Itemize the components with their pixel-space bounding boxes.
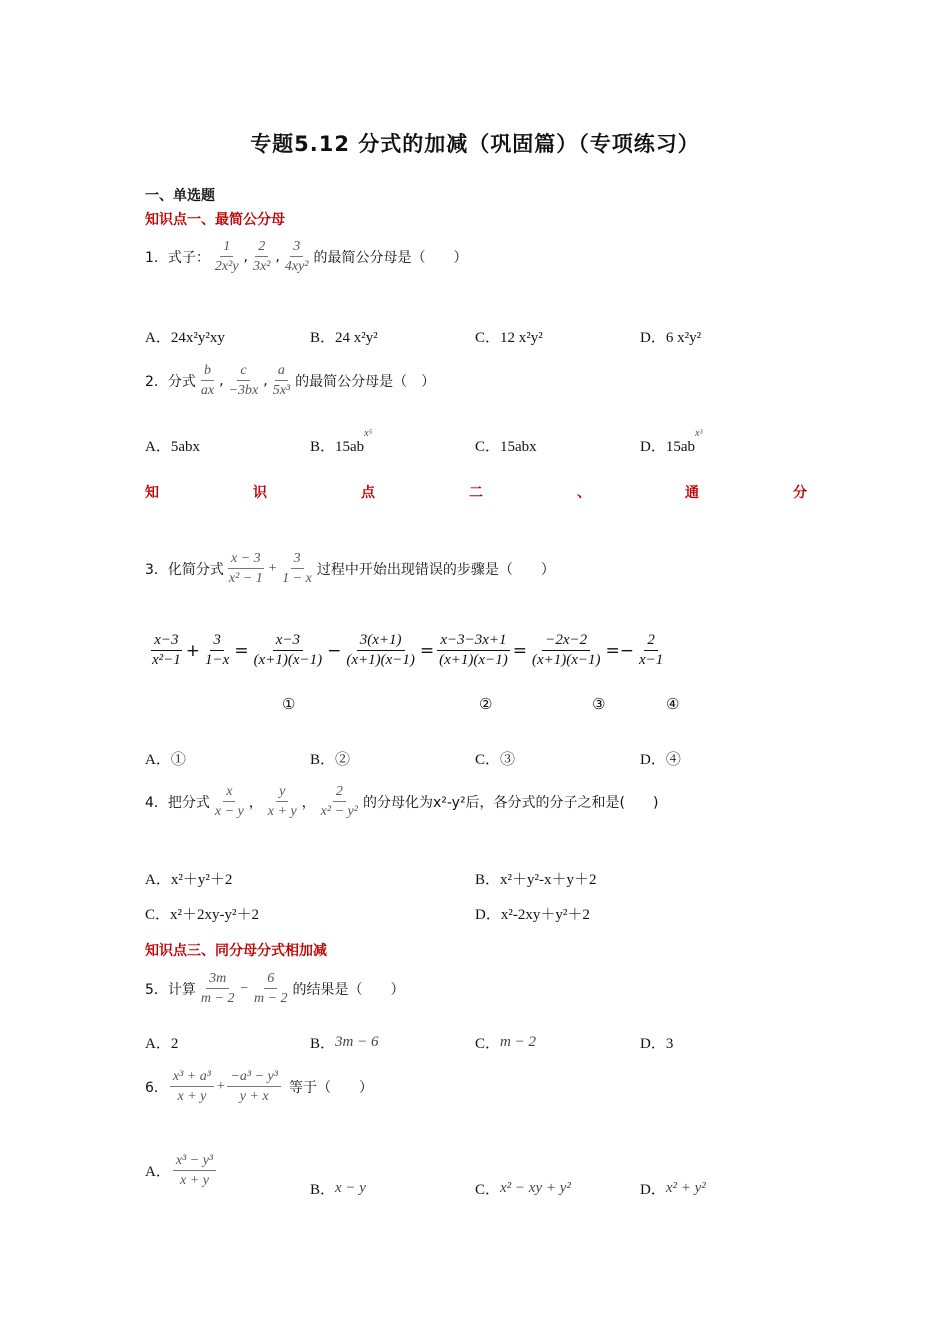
q2-fraction-3: $\frac{a}{\text{5x³}}$ — [272, 363, 291, 398]
q1-fraction-3: $\frac{3}{\text{4xy²}}$ — [284, 239, 309, 274]
q3-derivation: $\frac{x-3}{\text{x²−1}}$ + $\frac{3}{1-x}$ = $\frac{x-3}{(x+1)(x-1)}$ − $\frac{3(x+1)}{(x+1)(x-1)}$ = $\frac{x-3-3x+1}{(x+1)(x-1)}$ = $\frac{-2x-2}{(x+1)(x-1)}$ = − $\frac{2}{x-1}$ — [152, 632, 664, 668]
question-2: 2．分式 $\frac{b}{ax}$ , $\frac{c}{-3bx}$ , $\frac{a}{\text{5x³}}$ 的最简公分母是（ ） — [145, 363, 436, 398]
q3-option-d[interactable]: D．④ — [640, 752, 681, 768]
q5-fraction-2: $\frac{6}{m - 2}$ — [253, 971, 288, 1006]
q5-number: 5．计算 — [145, 981, 196, 998]
question-4: 4．把分式 $\frac{x}{x - y}$ ， $\frac{y}{x + y}$ ， $\frac{2}{\text{x² − y²}}$ 的分母化为x²-y²后，各分式的分子之和是( ) — [145, 784, 659, 819]
q1-fraction-1: $\frac{1}{\text{2x²y}}$ — [214, 239, 239, 274]
q2-option-c[interactable]: C．15abx — [475, 439, 537, 455]
knowledge-point-1: 知识点一、最简公分母 — [145, 212, 285, 228]
q3-option-b[interactable]: B．② — [310, 752, 351, 768]
q4-option-c[interactable]: C．x²＋2xy-y²＋2 — [145, 907, 259, 923]
q3-number: 3．化简分式 — [145, 561, 224, 578]
q5-fraction-1: $\frac{3m}{m - 2}$ — [200, 971, 235, 1006]
step-marker-1: ① — [282, 697, 296, 713]
question-1: 1．式子： $\frac{1}{\text{2x²y}}$ , $\frac{2}{\text{3x²}}$ , $\frac{3}{\text{4xy²}}$ 的最简公分母是（ ） — [145, 239, 468, 274]
q4-fraction-1: $\frac{x}{x - y}$ — [214, 784, 244, 819]
q1-number: 1．式子： — [145, 249, 210, 266]
page-title: 专题5.12 分式的加减（巩固篇）（专项练习） — [250, 132, 700, 156]
q3-prompt: 过程中开始出现错误的步骤是（ ） — [316, 561, 555, 578]
q2-option-b[interactable]: B．15ab x⁵ — [310, 428, 373, 455]
q4-option-d[interactable]: D．x²-2xy＋y²＋2 — [475, 907, 590, 923]
q6-option-a[interactable]: A． $\frac{\text{x³ − y³}}{x + y}$ — [145, 1152, 218, 1189]
question-3: 3．化简分式 $\frac{x - 3}{\text{x² − 1}}$ + $\frac{3}{1 - x}$ 过程中开始出现错误的步骤是（ ） — [145, 551, 555, 586]
q3-option-a[interactable]: A．① — [145, 752, 186, 768]
q1-option-c[interactable]: C．12 x²y² — [475, 330, 543, 346]
q4-option-b[interactable]: B．x²＋y²-x＋y＋2 — [475, 872, 597, 888]
step-marker-4: ④ — [666, 697, 680, 713]
q5-option-c[interactable]: C． m − 2 — [475, 1034, 536, 1052]
question-5: 5．计算 $\frac{3m}{m - 2}$ − $\frac{6}{m - 2}$ 的结果是（ ） — [145, 971, 405, 1006]
q2-option-a[interactable]: A．5abx — [145, 439, 200, 455]
q4-fraction-2: $\frac{y}{x + y}$ — [267, 784, 297, 819]
knowledge-point-3: 知识点三、同分母分式相加减 — [145, 943, 327, 959]
q3-fraction-1: $\frac{x - 3}{\text{x² − 1}}$ — [228, 551, 263, 586]
q2-option-d[interactable]: D．15ab x³ — [640, 428, 703, 455]
q1-fraction-2: $\frac{2}{\text{3x²}}$ — [253, 239, 271, 274]
q5-option-b[interactable]: B． 3m − 6 — [310, 1034, 379, 1052]
q6-option-d[interactable]: D． x² + y² — [640, 1180, 706, 1198]
q1-option-a[interactable]: A．24x²y²xy — [145, 330, 225, 346]
q5-option-a[interactable]: A．2 — [145, 1036, 179, 1052]
q1-option-b[interactable]: B．24 x²y² — [310, 330, 378, 346]
q6-fraction-2: $\frac{\text{−a³ − y³}}{y + x}$ — [227, 1068, 281, 1105]
step-marker-3: ③ — [592, 697, 606, 713]
q1-prompt: 的最简公分母是（ ） — [313, 249, 468, 266]
knowledge-point-2: 知 识 点 二 、 通 分 — [145, 485, 807, 501]
q6-prompt: 等于（ ） — [288, 1079, 373, 1096]
q6-option-c[interactable]: C． x² − xy + y² — [475, 1180, 571, 1198]
q1-option-d[interactable]: D．6 x²y² — [640, 330, 702, 346]
q2-fraction-2: $\frac{c}{-3bx}$ — [228, 363, 259, 398]
question-6: 6． $\frac{\text{x³ + a³}}{x + y}$ + $\frac{\text{−a³ − y³}}{y + x}$ 等于（ ） — [145, 1069, 373, 1104]
q5-option-d[interactable]: D．3 — [640, 1036, 674, 1052]
q6-fraction-1: $\frac{\text{x³ + a³}}{x + y}$ — [170, 1068, 214, 1105]
step-marker-2: ② — [479, 697, 493, 713]
q2-fraction-1: $\frac{b}{ax}$ — [200, 363, 215, 398]
q3-option-c[interactable]: C．③ — [475, 752, 516, 768]
q4-fraction-3: $\frac{2}{\text{x² − y²}}$ — [320, 784, 358, 819]
q4-number: 4．把分式 — [145, 794, 210, 811]
q6-number: 6． — [145, 1079, 168, 1096]
section-heading: 一、单选题 — [145, 188, 215, 204]
q3-fraction-2: $\frac{3}{1 - x}$ — [282, 551, 312, 586]
q4-option-a[interactable]: A．x²＋y²＋2 — [145, 872, 233, 888]
q2-prompt: 的最简公分母是（ ） — [295, 373, 436, 390]
q2-number: 2．分式 — [145, 373, 196, 390]
q4-prompt: 的分母化为x²-y²后，各分式的分子之和是( ) — [362, 794, 659, 811]
q6-option-b[interactable]: B． x − y — [310, 1180, 366, 1198]
q5-prompt: 的结果是（ ） — [292, 981, 405, 998]
